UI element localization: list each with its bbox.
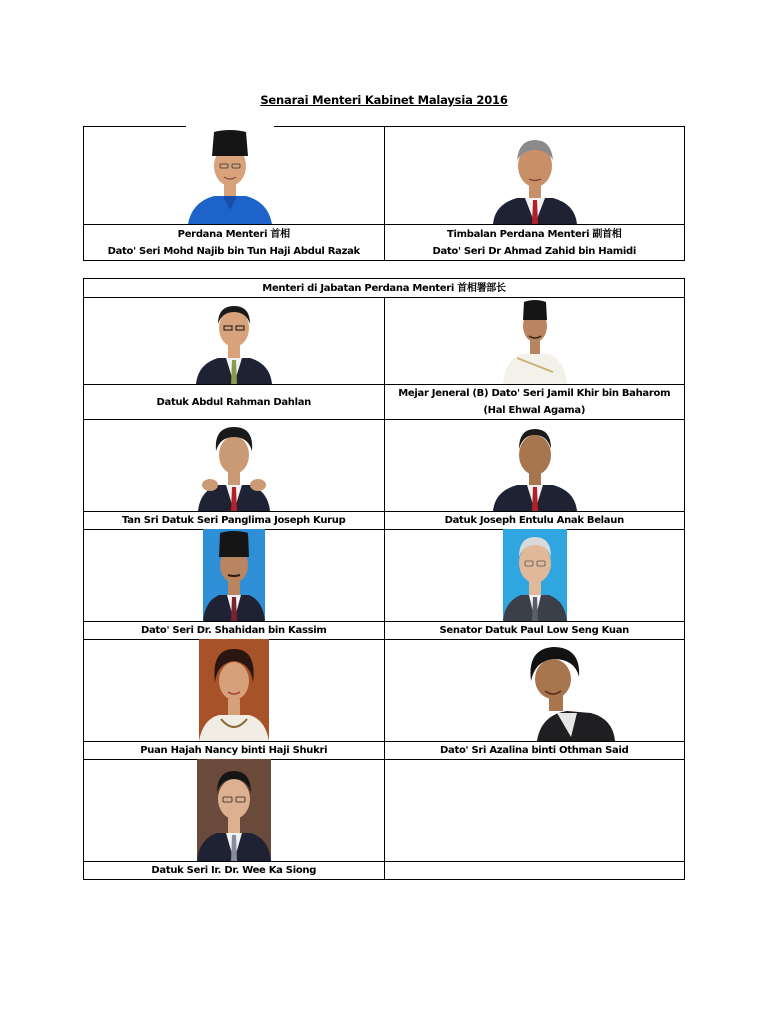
minister-name: Datuk Abdul Rahman Dahlan xyxy=(156,396,311,408)
role-dpm: Timbalan Perdana Menteri 副首相 xyxy=(446,228,622,240)
minister-caption-cell xyxy=(84,385,385,420)
minister-photo-cell xyxy=(384,530,685,622)
minister-portfolio: (Hal Ehwal Agama) xyxy=(483,405,586,416)
minister-name: Datuk Seri Ir. Dr. Wee Ka Siong xyxy=(151,865,317,876)
minister-name: Senator Datuk Paul Low Seng Kuan xyxy=(439,625,629,636)
minister-caption-cell xyxy=(84,862,385,880)
minister-name: Tan Sri Datuk Seri Panglima Joseph Kurup xyxy=(122,515,346,526)
minister-photo-cell xyxy=(84,530,385,622)
dpm-photo-cell xyxy=(384,127,685,225)
minister-photo-cell xyxy=(384,420,685,512)
portrait-photo-dpm xyxy=(491,132,579,224)
name-dpm: Dato' Seri Dr Ahmad Zahid bin Hamidi xyxy=(432,245,637,257)
minister-photo-cell xyxy=(84,298,385,385)
minister-name: Puan Hajah Nancy binti Haji Shukri xyxy=(140,745,328,756)
minister-photo-cell xyxy=(84,640,385,742)
portrait-photo xyxy=(493,421,577,511)
minister-name: Datuk Joseph Entulu Anak Belaun xyxy=(444,515,624,526)
minister-name: Mejar Jeneral (B) Dato' Seri Jamil Khir bin Baharom xyxy=(398,388,671,399)
name-pm: Dato' Seri Mohd Najib bin Tun Haji Abdul Razak xyxy=(107,245,360,257)
minister-name: Dato' Sri Azalina binti Othman Said xyxy=(440,745,629,756)
portrait-photo xyxy=(196,298,272,384)
minister-photo-cell xyxy=(84,420,385,512)
dpm-caption-cell xyxy=(384,225,685,261)
portrait-photo xyxy=(198,421,270,511)
portrait-photo xyxy=(199,639,269,741)
portrait-photo xyxy=(197,759,271,861)
empty-photo-cell xyxy=(384,760,685,862)
minister-caption-cell xyxy=(84,622,385,640)
pm-caption-cell xyxy=(84,225,385,261)
minister-caption-cell xyxy=(384,622,685,640)
minister-photo-cell xyxy=(384,298,685,385)
minister-name: Dato' Seri Dr. Shahidan bin Kassim xyxy=(140,625,327,636)
minister-caption-cell xyxy=(84,742,385,760)
role-pm: Perdana Menteri 首相 xyxy=(177,228,290,240)
minister-caption-cell xyxy=(84,512,385,530)
empty-caption-cell xyxy=(384,862,685,880)
pm-photo-cell xyxy=(84,127,385,225)
minister-caption-cell xyxy=(384,385,685,420)
portrait-photo xyxy=(203,529,265,621)
jpm-header: Menteri di Jabatan Perdana Menteri 首相署部长 xyxy=(84,279,685,298)
portrait-photo xyxy=(519,641,615,741)
portrait-photo-pm xyxy=(186,126,274,224)
minister-caption-cell xyxy=(384,512,685,530)
minister-caption-cell xyxy=(384,742,685,760)
page-title: Senarai Menteri Kabinet Malaysia 2016 xyxy=(260,93,508,107)
portrait-photo xyxy=(503,529,567,621)
jpm-ministers-table xyxy=(83,278,685,880)
top-leaders-table xyxy=(83,126,685,261)
portrait-photo xyxy=(503,298,567,384)
minister-photo-cell xyxy=(84,760,385,862)
minister-photo-cell xyxy=(384,640,685,742)
